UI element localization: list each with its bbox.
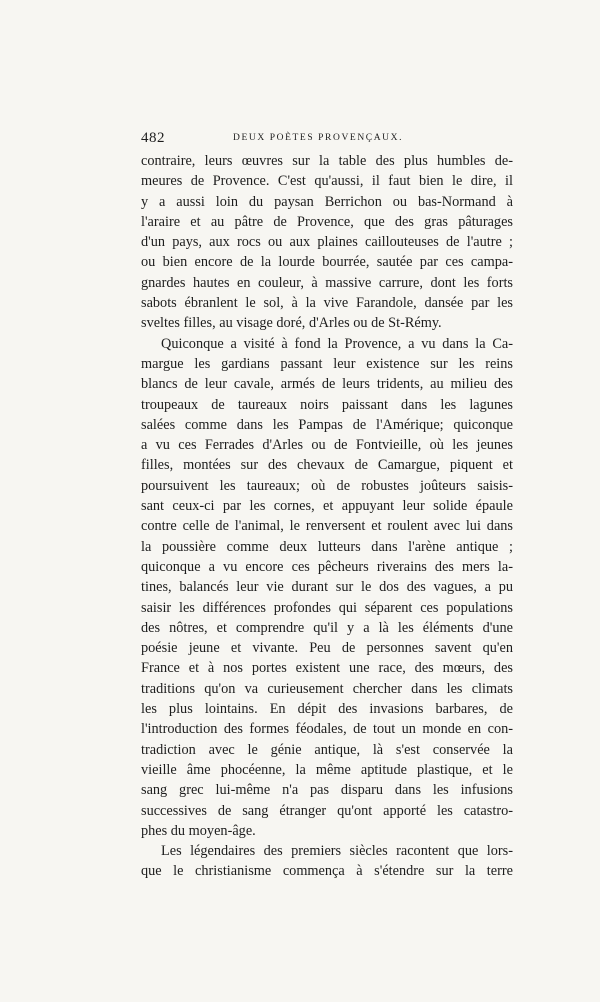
text-line: contraire, leurs œuvres sur la table des plus humbles de-: [141, 153, 513, 169]
text-line: successives de sang étranger qu'ont apporté les catastro-: [141, 802, 513, 819]
text-line: la poussière comme deux lutteurs dans l'arène antique ;: [141, 538, 513, 555]
text-line: traditions qu'on va curieusement chercher dans les climats: [141, 680, 513, 697]
text-line: tradiction avec le génie antique, là s'est conservée la: [141, 741, 513, 758]
text-line: l'araire et au pâtre de Provence, que des gras pâturages: [141, 213, 513, 230]
text-line: blancs de leur cavale, armés de leurs tridents, au milieu des: [141, 376, 513, 393]
text-line: vieille âme phocéenne, la même aptitude plastique, et le: [141, 761, 513, 778]
text-line: sabots ébranlent le sol, à la vive Farandole, dansée par les: [141, 295, 513, 312]
text-line: salées comme dans les Pampas de l'Amérique; quiconque: [141, 416, 513, 433]
text-line: poésie jeune et vivante. Peu de personnes savent qu'en: [141, 640, 513, 657]
text-line: meures de Provence. C'est qu'aussi, il faut bien le dire, il: [141, 173, 513, 190]
text-line: des nôtres, et comprendre qu'il y a là les éléments d'une: [141, 619, 513, 636]
text-line: gnardes hautes en couleur, à massive carrure, dont les forts: [141, 274, 513, 291]
text-line: France et à nos portes existent une race, des mœurs, des: [141, 660, 513, 677]
page-number: 482: [141, 130, 165, 146]
text-line: troupeaux de taureaux noirs paissant dans les lagunes: [141, 396, 513, 413]
text-line: filles, montées sur des chevaux de Camargue, piquent et: [141, 457, 513, 474]
text-line: margue les gardians passant leur existence sur les reins: [141, 355, 513, 372]
text-line: phes du moyen-âge.: [141, 822, 256, 839]
text-line: les plus lointains. En dépit des invasions barbares, de: [141, 701, 513, 718]
text-line: d'un pays, aux rocs ou aux plaines caillouteuses de l'autre ;: [141, 234, 513, 251]
text-line: sveltes filles, au visage doré, d'Arles ou de St-Rémy.: [141, 315, 442, 332]
running-title: DEUX POÈTES PROVENÇAUX.: [233, 133, 404, 143]
text-line: Les légendaires des premiers siècles racontent que lors-: [161, 843, 513, 860]
text-line: l'introduction des formes féodales, de tout un monde en con-: [141, 721, 513, 738]
text-line: sang grec lui-même n'a pas disparu dans les infusions: [141, 782, 513, 799]
text-line: Quiconque a visité à fond la Provence, a vu dans la Ca-: [161, 335, 513, 352]
text-line: contre celle de l'animal, le renversent et roulent avec lui dans: [141, 518, 513, 535]
body-text: [141, 151, 513, 882]
text-line: ou bien encore de la lourde bourrée, sautée par ces campa-: [141, 254, 513, 271]
text-line: saisir les différences profondes qui séparent ces populations: [141, 599, 513, 616]
text-line: sant ceux-ci par les cornes, et appuyant leur solide épaule: [141, 498, 513, 515]
text-line: quiconque a vu encore ces pêcheurs riverains des mers la-: [141, 558, 513, 575]
text-line: y a aussi loin du paysan Berrichon ou bas-Normand à: [141, 193, 513, 210]
text-line: poursuivent les taureaux; où de robustes joûteurs saisis-: [141, 477, 513, 494]
text-line: a vu ces Ferrades d'Arles ou de Fontvieille, où les jeunes: [141, 437, 513, 454]
page-header: [141, 130, 513, 150]
text-line: tines, balancés leur vie durant sur le dos des vagues, a pu: [141, 579, 513, 596]
text-line: que le christianisme commença à s'étendre sur la terre: [141, 863, 513, 880]
